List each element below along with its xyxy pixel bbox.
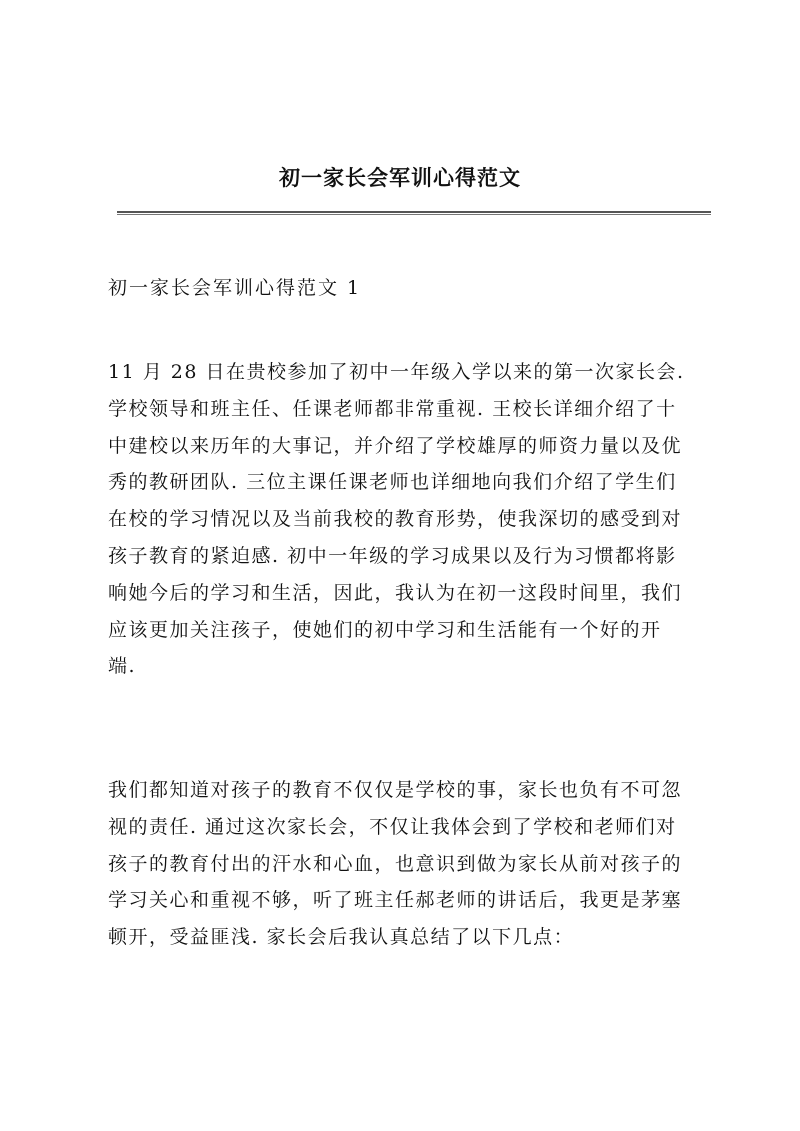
paragraph-2 <box>108 772 716 956</box>
title-divider <box>117 211 711 215</box>
paragraph-line: 孩子教育的紧迫感. 初中一年级的学习成果以及行为习惯都将影 <box>108 544 677 567</box>
paragraph-line: 11 月 28 日在贵校参加了初中一年级入学以来的第一次家长会. <box>108 361 685 383</box>
paragraph-line: 中建校以来历年的大事记，并介绍了学校雄厚的师资力量以及优 <box>108 434 683 457</box>
paragraph-line: 学校领导和班主任、任课老师都非常重视. 王校长详细介绍了十 <box>108 397 677 420</box>
paragraph-line: 顿开，受益匪浅. 家长会后我认真总结了以下几点： <box>108 926 575 949</box>
paragraph-line: 响她今后的学习和生活，因此，我认为在初一这段时间里，我们 <box>108 581 683 604</box>
document-title: 初一家长会军训心得范文 <box>279 165 521 190</box>
paragraph-line: 我们都知道对孩子的教育不仅仅是学校的事，家长也负有不可忽 <box>108 779 683 801</box>
paragraph-line: 视的责任. 通过这次家长会，不仅让我体会到了学校和老师们对 <box>108 815 677 838</box>
paragraph-line: 在校的学习情况以及当前我校的教育形势，使我深切的感受到对 <box>108 508 683 531</box>
paragraph-line: 孩子的教育付出的汗水和心血，也意识到做为家长从前对孩子的 <box>108 852 683 875</box>
section-heading: 初一家长会军训心得范文 1 <box>108 277 362 299</box>
paragraph-1 <box>108 354 716 685</box>
paragraph-line: 端. <box>108 655 137 678</box>
paragraph-line: 学习关心和重视不够，听了班主任郝老师的讲话后，我更是茅塞 <box>108 889 683 912</box>
paragraph-line: 应该更加关注孩子，使她们的初中学习和生活能有一个好的开 <box>108 618 662 641</box>
paragraph-line: 秀的教研团队. 三位主课任课老师也详细地向我们介绍了学生们 <box>108 471 677 494</box>
